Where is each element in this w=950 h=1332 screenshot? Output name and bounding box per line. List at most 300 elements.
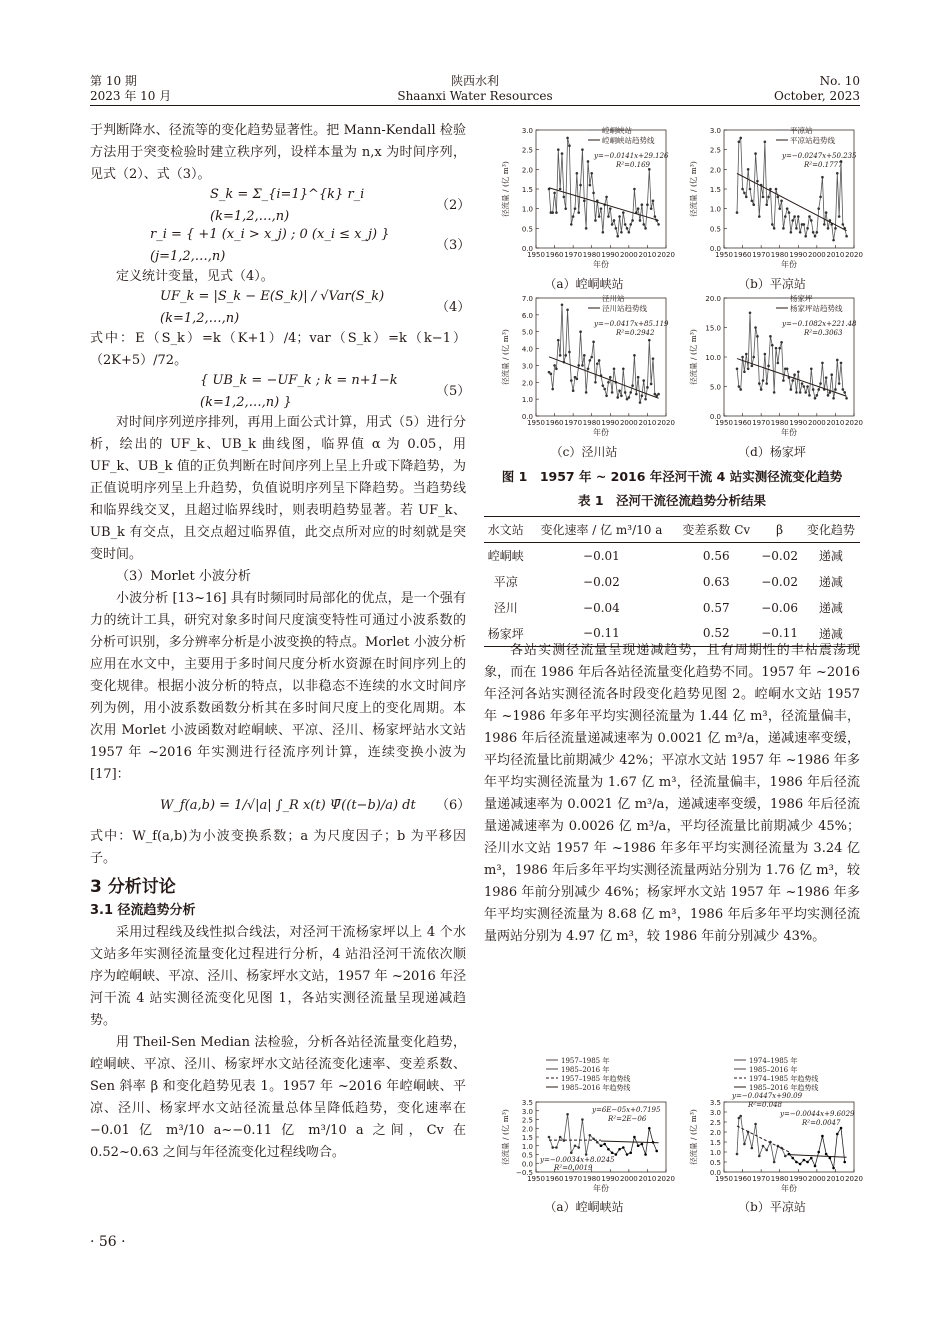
y-tick-label: 15.0	[705, 324, 721, 333]
table-cell: 崆峒峡	[487, 549, 524, 564]
figure1-chart-d	[684, 290, 863, 440]
data-point	[572, 215, 575, 218]
data-point	[561, 152, 564, 155]
trend-r2: R²=0.0047	[802, 1119, 841, 1127]
equation-3	[90, 226, 471, 266]
data-point	[570, 223, 573, 226]
table-cell: 杨家坪	[487, 626, 524, 641]
data-point	[605, 394, 608, 397]
data-point	[780, 341, 783, 344]
data-point	[804, 235, 807, 238]
y-tick-label: 3.5	[521, 1099, 533, 1107]
data-point	[814, 397, 817, 400]
x-axis-label: 年份	[781, 260, 797, 269]
data-point	[738, 385, 741, 388]
data-point	[758, 382, 761, 385]
trend-r2: R²=0.2942	[616, 329, 655, 337]
data-point	[745, 196, 748, 199]
data-point	[749, 188, 752, 191]
data-point	[646, 203, 649, 206]
trend-r2: R²=0.169	[616, 161, 650, 169]
y-tick-label: 1.0	[709, 205, 721, 214]
table-header: 变差系数 Cv	[682, 523, 751, 537]
table-cell: 0.52	[702, 626, 730, 641]
data-point	[817, 207, 820, 210]
x-tick-label: 1960	[545, 251, 564, 259]
legend-label: 1974–1985 年	[749, 1057, 798, 1065]
x-tick-label: 1990	[789, 251, 808, 259]
data-point	[801, 382, 804, 385]
data-point	[795, 1161, 798, 1164]
table-row	[484, 595, 860, 621]
data-point	[637, 207, 640, 210]
trend-line	[549, 357, 659, 398]
data-point	[624, 391, 627, 394]
data-point	[777, 196, 780, 199]
data-point	[836, 1133, 839, 1136]
x-tick-label: 2010	[826, 1175, 845, 1183]
subsection-heading: 3.1 径流趋势分析	[90, 903, 196, 918]
data-point	[609, 207, 612, 210]
legend-label: 平凉站趋势线	[790, 136, 835, 145]
x-tick-label: 2010	[826, 251, 845, 259]
data-point	[738, 1117, 741, 1120]
data-point	[754, 1123, 757, 1126]
x-tick-label: 2000	[807, 251, 826, 259]
x-tick-label: 1990	[601, 419, 620, 427]
data-point	[786, 368, 789, 371]
equation-body: UF_k = |S_k − E(S_k)| / √Var(S_k) (k=1,2,…,n)	[160, 289, 385, 326]
data-point	[583, 354, 586, 357]
data-point	[803, 223, 806, 226]
running-header	[90, 74, 860, 106]
y-tick-label: 5.0	[709, 383, 721, 392]
data-point	[825, 211, 828, 214]
data-point	[842, 223, 845, 226]
data-point	[777, 362, 780, 365]
data-point	[611, 1151, 614, 1154]
data-point	[814, 1165, 817, 1168]
legend-label: 泾川站	[602, 294, 625, 303]
issue-number-en: No. 10	[819, 74, 860, 88]
table1-title: 表 1 泾河干流径流趋势分析结果	[577, 493, 767, 508]
data-point	[559, 354, 562, 357]
data-point	[836, 359, 839, 362]
table1	[484, 516, 860, 647]
data-point	[592, 192, 595, 195]
data-point	[655, 1150, 658, 1153]
x-tick-label: 1990	[601, 251, 620, 259]
data-point	[843, 1161, 846, 1164]
data-point	[637, 376, 640, 379]
y-tick-label: 2.0	[521, 166, 533, 175]
data-point	[803, 1159, 806, 1162]
data-point	[618, 389, 621, 392]
data-point	[791, 219, 794, 222]
data-point	[797, 370, 800, 373]
data-point	[616, 396, 619, 399]
data-point	[572, 389, 575, 392]
data-point	[548, 1136, 551, 1139]
data-point	[585, 227, 588, 230]
table-cell: 0.63	[702, 574, 730, 589]
table-cell: −0.04	[583, 600, 620, 615]
x-tick-label: 1980	[582, 419, 601, 427]
data-point	[829, 1157, 832, 1160]
data-point	[827, 227, 830, 230]
equation-4	[90, 288, 471, 328]
data-point	[758, 1155, 761, 1158]
data-point	[620, 231, 623, 234]
y-tick-label: 1.5	[521, 1134, 533, 1142]
data-point	[620, 394, 623, 397]
data-point	[765, 1149, 768, 1152]
paragraph: 式中：E（S_k）=k（K+1）/4；var（S_k）=k（k−1）（2K+5）/72。	[90, 331, 466, 368]
data-point	[616, 235, 619, 238]
equation-6	[90, 786, 471, 826]
data-point	[816, 231, 819, 234]
figure1-panel-d	[684, 290, 863, 440]
y-axis-label: 径流量 / (亿 m³)	[689, 161, 698, 217]
data-point	[812, 388, 815, 391]
y-axis-label: 径流量 / (亿 m³)	[689, 1109, 698, 1165]
table-cell: 递减	[818, 549, 843, 564]
data-point	[561, 303, 564, 306]
x-tick-label: 1980	[582, 1175, 601, 1183]
equation-body: S_k = Σ_{i=1}^{k} r_i (k=1,2,…,n)	[210, 187, 365, 224]
table-row	[484, 543, 860, 569]
data-point	[624, 223, 627, 226]
x-tick-label: 1970	[564, 419, 583, 427]
data-point	[611, 223, 614, 226]
figure2-chart-a	[496, 1056, 675, 1196]
data-point	[760, 388, 763, 391]
data-point	[788, 211, 791, 214]
data-point	[633, 188, 636, 191]
equation-2	[90, 186, 471, 226]
x-axis-label: 年份	[593, 428, 609, 437]
figure1-caption-b: （b）平凉站	[738, 277, 806, 291]
data-point	[633, 1136, 636, 1139]
x-tick-label: 2020	[845, 1175, 863, 1183]
data-point	[579, 184, 582, 187]
equation-body: W_f(a,b) = 1/√|a| ∫_R x(t) Ψ̄((t−b)/a) dt	[160, 798, 416, 813]
data-point	[631, 219, 634, 222]
trend-line	[601, 1141, 659, 1143]
x-tick-label: 2020	[657, 251, 675, 259]
data-point	[576, 378, 579, 381]
y-tick-label: 1.0	[521, 205, 533, 214]
data-point	[590, 172, 593, 175]
data-point	[743, 370, 746, 373]
table-cell: −0.02	[761, 548, 798, 563]
data-point	[613, 368, 616, 371]
data-point	[600, 207, 603, 210]
data-point	[607, 1148, 610, 1151]
data-point	[754, 326, 757, 329]
table-cell: 0.56	[702, 548, 730, 563]
data-point	[583, 200, 586, 203]
table-cell: 平凉	[493, 575, 518, 589]
data-point	[559, 1136, 562, 1139]
paragraph: 小波分析 [13~16] 具有时频同时局部化的优点，是一个强有力的统计工具，研究对象多时间尺度演变特性可通过小波系数的分析可识别，多分辨率分析是小波变换的特点。Morlet 小波分析应用在水文中，主要用于多时间尺度分析水资源在时间序列上的变化规律。根据小波分析的特点，以非稳态不连续的水文时间序列为例，用小波系数函数分析其在多时间尺度上的变化周期。本次用 Morlet 小波函数对崆峒峡、平凉、泾川、杨家坪站水文站 1957 年 ~2016 年实测进行径流序列计算，连续变换小波为 [17]：	[90, 591, 466, 782]
data-point	[551, 1146, 554, 1149]
data-point	[555, 368, 558, 371]
data-point	[646, 386, 649, 389]
data-point	[600, 1144, 603, 1147]
data-point	[551, 211, 554, 214]
paragraph: 于判断降水、径流等的变化趋势显著性。把 Mann-Kendall 检验方法用于突变检验时建立秩序列，设样本量为 n,x 为时间序列，见式（2）、式（3）。	[90, 123, 466, 182]
y-tick-label: 2.5	[521, 1116, 533, 1125]
data-point	[596, 1141, 599, 1144]
data-point	[843, 391, 846, 394]
data-point	[551, 388, 554, 391]
y-tick-label: 2.5	[709, 1119, 721, 1127]
data-point	[819, 196, 822, 199]
table-cell: −0.02	[761, 574, 798, 589]
data-point	[825, 1153, 828, 1156]
y-axis-label: 径流量 / (亿 m³)	[501, 161, 510, 217]
data-point	[642, 223, 645, 226]
data-point	[598, 359, 601, 362]
data-point	[810, 219, 813, 222]
data-point	[793, 373, 796, 376]
data-point	[816, 394, 819, 397]
data-point	[631, 384, 634, 387]
data-point	[808, 215, 811, 218]
data-point	[832, 397, 835, 400]
data-point	[607, 381, 610, 384]
y-tick-label: 0.5	[709, 1159, 721, 1167]
x-tick-label: 1950	[527, 419, 545, 427]
figure2-caption-a: （a）崆峒峡站	[544, 1200, 624, 1214]
data-point	[568, 351, 571, 354]
data-point	[629, 223, 632, 226]
data-point	[832, 239, 835, 242]
y-tick-label: 1.5	[709, 1139, 721, 1147]
equation-number: （4）	[436, 300, 471, 315]
x-tick-label: 2010	[638, 419, 657, 427]
x-tick-label: 1950	[527, 251, 545, 259]
x-axis-label: 年份	[781, 1184, 797, 1193]
data-point	[775, 188, 778, 191]
x-tick-label: 1990	[789, 419, 808, 427]
data-point	[635, 393, 638, 396]
data-point	[782, 379, 785, 382]
data-point	[563, 196, 566, 199]
y-tick-label: 3.0	[709, 1109, 721, 1117]
data-point	[741, 356, 744, 359]
data-point	[589, 1134, 592, 1137]
data-point	[743, 192, 746, 195]
data-point	[771, 223, 774, 226]
equation-number: （3）	[436, 238, 471, 253]
paragraph: 对时间序列逆序排列，再用上面公式计算，用式（5）进行分析，绘出的 UF_k、UB_k 曲线图，临界值 α 为 0.05，用 UF_k、UB_k 值的正负判断在时间序列上呈上升或下降趋势，为正值说明序列呈上升趋势，负值说明序列呈下降趋势。当趋势线和临界线交叉，且超过临界线时，则表明趋势显著。若 UF_k、UB_k 有交点，且交点超过临界值，此交点所对应的时刻就是突变时间。	[90, 415, 466, 562]
data-point	[589, 184, 592, 187]
x-tick-label: 1960	[545, 419, 564, 427]
y-tick-label: 4.0	[521, 345, 533, 354]
issue-number: 第 10 期	[90, 74, 137, 88]
data-point	[752, 356, 755, 359]
data-point	[553, 192, 556, 195]
y-tick-label: 2.0	[521, 379, 533, 388]
series-line	[737, 1116, 789, 1162]
data-point	[644, 227, 647, 230]
data-point	[751, 200, 754, 203]
data-point	[830, 373, 833, 376]
data-point	[557, 339, 560, 342]
table-cell: 递减	[818, 575, 843, 589]
data-point	[756, 180, 759, 183]
data-point	[773, 1161, 776, 1164]
data-point	[566, 309, 569, 312]
legend-label: 1957–1985 年	[561, 1057, 610, 1065]
data-point	[739, 388, 742, 391]
left-column	[90, 120, 471, 1215]
data-point	[762, 379, 765, 382]
equation-number: （2）	[436, 198, 471, 213]
paragraph: 式中：W_f(a,b)为小波变换系数；a 为尺度因子；b 为平移因子。	[90, 829, 466, 866]
data-point	[773, 391, 776, 394]
figure1-panel-c	[496, 290, 675, 440]
data-point	[564, 354, 567, 357]
data-point	[771, 344, 774, 347]
data-point	[550, 373, 553, 376]
table-cell: −0.01	[583, 548, 620, 563]
data-point	[598, 215, 601, 218]
data-point	[825, 376, 828, 379]
x-tick-label: 2000	[807, 419, 826, 427]
data-point	[596, 362, 599, 365]
x-tick-label: 1970	[564, 1175, 583, 1183]
data-point	[814, 235, 817, 238]
equation-number: （6）	[436, 798, 471, 813]
figure1-caption-a: （a）崆峒峡站	[544, 277, 624, 291]
data-point	[790, 231, 793, 234]
data-point	[769, 335, 772, 338]
data-point	[806, 1161, 809, 1164]
table-cell: 递减	[818, 626, 843, 641]
y-tick-label: 10.0	[705, 354, 721, 362]
trend-equation: y=−0.0247x+50.235	[782, 152, 857, 160]
data-point	[747, 168, 750, 171]
data-point	[648, 339, 651, 342]
data-point	[607, 215, 610, 218]
data-point	[654, 215, 657, 218]
data-point	[611, 391, 614, 394]
x-tick-label: 1980	[582, 251, 601, 259]
legend-label: 1974–1985 年趋势线	[749, 1075, 819, 1083]
data-point	[736, 211, 739, 214]
data-point	[641, 394, 644, 397]
table-cell: 递减	[818, 601, 843, 615]
x-tick-label: 2020	[657, 419, 675, 427]
data-point	[564, 207, 567, 210]
data-point	[628, 231, 631, 234]
data-point	[622, 211, 625, 214]
data-point	[810, 1157, 813, 1160]
data-point	[791, 379, 794, 382]
legend-label: 泾川站趋势线	[602, 304, 647, 313]
figure1-caption-c: （c）泾川站	[550, 445, 618, 459]
issue-date-en: October, 2023	[774, 89, 860, 103]
x-tick-label: 1960	[733, 1175, 752, 1183]
legend-label: 杨家坪	[790, 294, 813, 303]
y-tick-label: 6.0	[521, 311, 533, 320]
data-point	[581, 1118, 584, 1121]
x-tick-label: 1970	[752, 1175, 771, 1183]
table-header: 变化速率 / 亿 m³/10 a	[540, 523, 663, 537]
x-tick-label: 1980	[770, 419, 789, 427]
table-cell: 泾川	[493, 601, 518, 615]
y-tick-label: 3.5	[709, 1099, 721, 1107]
table-cell: −0.11	[761, 626, 798, 641]
issue-date: 2023 年 10 月	[90, 89, 172, 103]
data-point	[644, 1153, 647, 1156]
data-point	[587, 160, 590, 163]
y-axis-label: 径流量 / (亿 m³)	[501, 329, 510, 385]
data-point	[808, 394, 811, 397]
data-point	[765, 382, 768, 385]
data-point	[657, 223, 660, 226]
x-axis-label: 年份	[593, 260, 609, 269]
trend-equation: y=−0.0141x+29.126	[594, 152, 669, 160]
data-point	[739, 1115, 742, 1118]
x-tick-label: 1960	[733, 419, 752, 427]
data-point	[786, 207, 789, 210]
data-point	[782, 227, 785, 230]
data-point	[579, 330, 582, 333]
data-point	[834, 388, 837, 391]
data-point	[812, 231, 815, 234]
y-tick-label: 5.0	[521, 328, 533, 337]
data-point	[559, 188, 562, 191]
right-column	[484, 640, 860, 948]
data-point	[752, 203, 755, 206]
data-point	[602, 384, 605, 387]
figure2-caption-b: （b）平凉站	[738, 1200, 806, 1214]
data-point	[838, 215, 841, 218]
x-tick-label: 1950	[715, 251, 733, 259]
data-point	[739, 137, 742, 140]
y-tick-label: 2.0	[709, 166, 721, 175]
data-point	[762, 196, 765, 199]
data-point	[797, 215, 800, 218]
data-point	[795, 391, 798, 394]
table-row	[484, 569, 860, 595]
data-point	[577, 211, 580, 214]
legend-label: 平凉站	[790, 126, 813, 135]
data-point	[764, 353, 767, 356]
data-point	[642, 379, 645, 382]
data-point	[804, 391, 807, 394]
data-point	[745, 353, 748, 356]
table-header-row	[484, 517, 860, 543]
x-tick-label: 2000	[619, 251, 638, 259]
y-tick-label: 3.0	[521, 1107, 533, 1116]
figure1-panel-b	[684, 122, 863, 272]
y-tick-label: 1.0	[521, 396, 533, 405]
paragraph: 各站实测径流量呈现递减趋势，且有周期性的丰枯震荡现象，而在 1986 年后各站径流量变化趋势不同。1957 年 ~2016 年泾河各站实测径流各时段变化趋势见图 2。崆峒水文站 1957 年 ~1986 年多年平均实测径流量为 1.44 亿 m³，径流量偏丰，1986 年后径流量递减速率为 0.0021 亿 m³/a，递减速率变缓，平均径流量比前期减少 42%；平凉水文站 1957 年 ~1986 年多年平均实测径流量为 1.67 亿 m³，径流量偏丰，1986 年后径流量递减速率为 0.0021 亿 m³/a，递减速率变缓，1986 年后径流量递减速率为 0.0026 亿 m³/a，平均径流量比前期减少 45%；泾川水文站 1957 年 ~1986 年多年平均实测径流量为 3.24 亿 m³，1986 年后多年平均实测径流量两站分别为 1.76 亿 m³，较 1986 年前分别减少 46%；杨家坪水文站 1957 年 ~1986 年多年平均实测径流量为 8.68 亿 m³，1986 年后多年平均实测径流量两站分别为 4.97 亿 m³，较 1986 年前分别减少 43%。	[484, 643, 860, 944]
data-point	[834, 227, 837, 230]
data-point	[741, 188, 744, 191]
figure1-chart-a	[496, 122, 675, 272]
paragraph: 定义统计变量，见式（4）。	[116, 269, 274, 284]
y-tick-label: 0.0	[521, 245, 533, 253]
trend-equation: y=−0.0034x+8.0245	[540, 1156, 615, 1164]
data-point	[743, 1143, 746, 1146]
x-tick-label: 2000	[619, 1175, 638, 1183]
